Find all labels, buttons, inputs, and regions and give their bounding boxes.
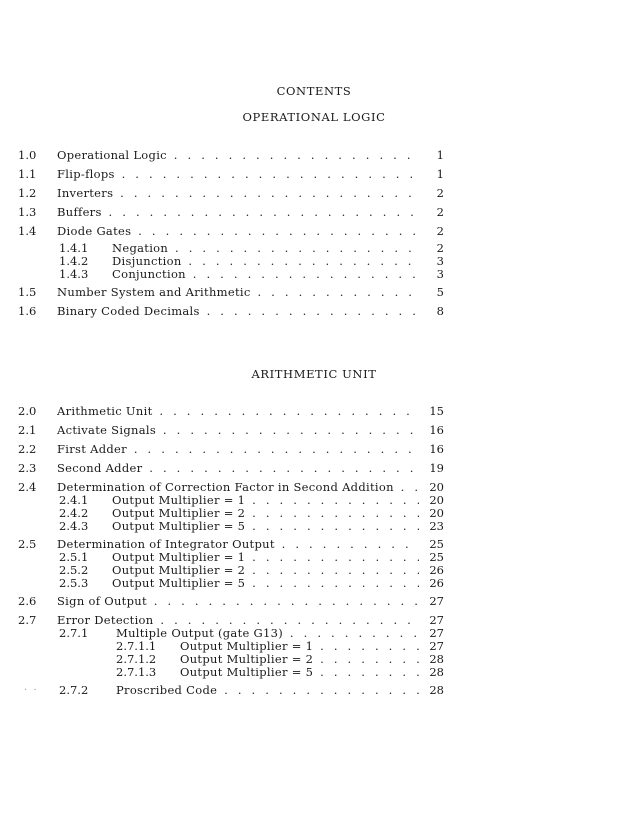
toc-entry-title: Output Multiplier = 2 . . . [112,506,419,520]
toc-entry-number: 1.3 [18,205,37,219]
toc-entry-title: Activate Signals . . . [57,423,419,437]
toc-entry-page: 3 [436,254,444,268]
toc-entry-page: 28 [429,683,444,697]
contents-heading: CONTENTS [276,84,352,98]
toc-entry-page: 28 [429,665,444,679]
toc-entry-page: 27 [429,639,444,653]
toc-entry-page: 26 [429,576,444,590]
toc-entry-title: Flip-flops . . . [57,167,419,181]
toc-entry-page: 25 [429,550,444,564]
toc-entry-number: 2.4.3 [59,519,89,533]
toc-entry [0,519,628,535]
toc-entry-number: 2.4.1 [59,493,89,507]
toc-entry [0,442,628,458]
toc-entry [0,683,628,699]
toc-entry [0,224,628,240]
toc-entry-page: 1 [436,167,444,181]
toc-entry [0,186,628,202]
toc-entry-page: 16 [429,442,444,456]
toc-entry-page: 8 [436,304,444,318]
toc-entry-number: 2.7.1.3 [116,665,157,679]
toc-entry-number: 2.4 [18,480,37,494]
operational-logic-heading: OPERATIONAL LOGIC [242,110,386,124]
toc-entry-title: Output Multiplier = 1 . . . [112,550,419,564]
toc-entry [0,665,628,681]
toc-entry-title: Determination of Correction Factor in Second Addition . . . [57,480,419,494]
toc-entry-title: Buffers . . . [57,205,419,219]
toc-entry-number: 2.7.2 [59,683,89,697]
toc-entry-title: Conjunction . . . [112,267,419,281]
toc-entry-page: 19 [429,461,444,475]
toc-entry-number: 1.4.3 [59,267,89,281]
toc-entry-number: 2.7.1.1 [116,639,157,653]
toc-entry [0,304,628,320]
toc-entry-number: 2.2 [18,442,37,456]
toc-entry-title: Output Multiplier = 5 . . . [112,519,419,533]
scan-speck: . . [24,682,37,693]
toc-entry-page: 2 [436,241,444,255]
toc-entry-page: 16 [429,423,444,437]
toc-entry-title: Second Adder . . . [57,461,419,475]
toc-entry-title: Diode Gates . . . [57,224,419,238]
toc-entry-page: 1 [436,148,444,162]
toc-entry-number: 2.6 [18,594,37,608]
toc-entry-title: Operational Logic . . . [57,148,419,162]
toc-entry [0,167,628,183]
toc-entry-title: Binary Coded Decimals . . . [57,304,419,318]
toc-entry-title: Output Multiplier = 1 . . . [112,493,419,507]
toc-entry-number: 1.4 [18,224,37,238]
toc-entry-page: 15 [429,404,444,418]
toc-entry-page: 23 [429,519,444,533]
toc-entry-page: 27 [429,594,444,608]
arithmetic-unit-heading: ARITHMETIC UNIT [251,367,377,381]
toc-entry-title: Arithmetic Unit . . . [57,404,419,418]
toc-entry [0,594,628,610]
toc-entry [0,148,628,164]
toc-entry-number: 2.5.3 [59,576,89,590]
toc-entry-title: Disjunction . . . [112,254,419,268]
toc-entry-number: 2.7.1 [59,626,89,640]
toc-entry-title: Output Multiplier = 2 . . . [180,652,419,666]
toc-entry-page: 2 [436,205,444,219]
toc-entry [0,461,628,477]
toc-entry-title: Inverters . . . [57,186,419,200]
toc-entry [0,205,628,221]
toc-entry-number: 2.4.2 [59,506,89,520]
toc-entry-title: Sign of Output . . . [57,594,419,608]
toc-entry-page: 20 [429,493,444,507]
toc-entry-page: 26 [429,563,444,577]
toc-entry-title: Output Multiplier = 5 . . . [180,665,419,679]
toc-entry-number: 2.7.1.2 [116,652,157,666]
toc-entry-number: 1.1 [18,167,37,181]
toc-entry [0,404,628,420]
toc-entry-title: Proscribed Code . . . [116,683,419,697]
toc-entry-title: Output Multiplier = 2 . . . [112,563,419,577]
toc-entry-number: 1.4.2 [59,254,89,268]
toc-entry-number: 2.3 [18,461,37,475]
toc-entry-title: Multiple Output (gate G13) . . . [116,626,419,640]
toc-entry [0,267,628,283]
toc-entry-title: Number System and Arithmetic . . . [57,285,419,299]
toc-entry-page: 2 [436,224,444,238]
toc-entry-number: 1.6 [18,304,37,318]
toc-entry-number: 2.5.2 [59,563,89,577]
toc-entry-page: 2 [436,186,444,200]
toc-entry-page: 20 [429,506,444,520]
toc-entry-number: 1.5 [18,285,37,299]
toc-entry-page: 27 [429,613,444,627]
toc-entry-number: 2.5 [18,537,37,551]
toc-entry-page: 27 [429,626,444,640]
toc-entry [0,423,628,439]
toc-entry [0,285,628,301]
toc-entry-title: Output Multiplier = 5 . . . [112,576,419,590]
toc-entry [0,576,628,592]
toc-entry-number: 1.2 [18,186,37,200]
toc-entry-page: 3 [436,267,444,281]
toc-entry-number: 2.0 [18,404,37,418]
toc-entry-number: 2.5.1 [59,550,89,564]
toc-entry-number: 2.7 [18,613,37,627]
toc-entry-page: 28 [429,652,444,666]
toc-entry-title: Negation . . . [112,241,419,255]
toc-entry-title: Error Detection . . . [57,613,419,627]
toc-entry-number: 2.1 [18,423,37,437]
toc-entry-page: 20 [429,480,444,494]
toc-entry-number: 1.4.1 [59,241,89,255]
toc-entry-page: 25 [429,537,444,551]
toc-entry-page: 5 [436,285,444,299]
toc-entry-title: First Adder . . . [57,442,419,456]
toc-entry-title: Output Multiplier = 1 . . . [180,639,419,653]
toc-entry-number: 1.0 [18,148,37,162]
toc-entry-title: Determination of Integrator Output . . . [57,537,419,551]
